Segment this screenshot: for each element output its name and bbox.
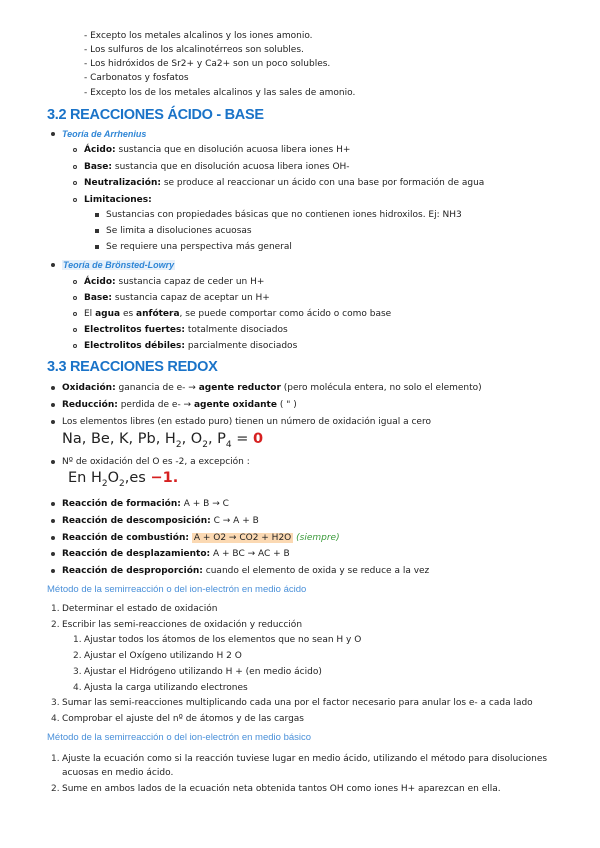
- list-item: Electrolitos fuertes: totalmente disociados: [84, 325, 288, 335]
- list-item: Determinar el estado de oxidación: [62, 604, 218, 614]
- list-item: Los elementos libres (en estado puro) tienen un número de oxidación igual a cero: [62, 417, 431, 427]
- list-item: Nº de oxidación del O es -2, a excepción :: [62, 457, 250, 467]
- section-title: 3.3 REACCIONES REDOX: [47, 359, 218, 375]
- method-title: Método de la semirreacción o del ion-electrón en medio básico: [47, 732, 312, 743]
- list-number: 1.: [51, 604, 60, 614]
- list-item: Ácido: sustancia que en disolución acuosa libera iones H+: [84, 145, 351, 155]
- list-item: Base: sustancia capaz de aceptar un H+: [84, 293, 270, 303]
- list-item: Comprobar el ajuste del nº de átomos y de las cargas: [62, 714, 304, 724]
- list-item: Se limita a disoluciones acuosas: [106, 226, 252, 236]
- circle-bullet-icon: [73, 312, 77, 316]
- list-item: Se requiere una perspectiva más general: [106, 242, 292, 252]
- list-item: Electrolitos débiles: parcialmente disociados: [84, 341, 298, 351]
- circle-bullet-icon: [73, 344, 77, 348]
- bullet-icon: [51, 569, 55, 573]
- bullet-icon: [51, 263, 55, 267]
- list-number: 3.: [73, 667, 82, 677]
- bullet-icon: [51, 386, 55, 390]
- method-title: Método de la semirreacción o del ion-electrón en medio ácido: [47, 584, 307, 595]
- bullet-icon: [51, 132, 55, 136]
- list-item: Reacción de desproporción: cuando el elemento de oxida y se reduce a la vez: [62, 566, 430, 576]
- list-item-continuation: acuosas en medio ácido.: [62, 768, 174, 778]
- square-bullet-icon: [95, 229, 99, 233]
- list-item: Ajusta la carga utilizando electrones: [84, 683, 248, 693]
- circle-bullet-icon: [73, 328, 77, 332]
- bullet-icon: [51, 536, 55, 540]
- theory-title: Teoría de Brönsted-Lowry: [63, 260, 175, 270]
- list-item: Ajustar todos los átomos de los elementos que no sean H y O: [84, 635, 362, 645]
- list-number: 3.: [51, 698, 60, 708]
- bullet-icon: [51, 502, 55, 506]
- bullet-icon: [51, 519, 55, 523]
- list-number: 2.: [73, 651, 82, 661]
- list-item: Reducción: perdida de e- → agente oxidante ( " ): [62, 400, 297, 410]
- list-item: - Los hidróxidos de Sr2+ y Ca2+ son un poco solubles.: [84, 59, 331, 69]
- circle-bullet-icon: [73, 181, 77, 185]
- list-number: 1.: [51, 754, 60, 764]
- circle-bullet-icon: [73, 148, 77, 152]
- list-item: Sume en ambos lados de la ecuación neta obtenida tantos OH como iones H+ aparezcan en ella.: [62, 784, 501, 794]
- list-item: Reacción de desplazamiento: A + BC → AC + B: [62, 549, 290, 559]
- circle-bullet-icon: [73, 296, 77, 300]
- list-item: Ácido: sustancia capaz de ceder un H+: [84, 277, 265, 287]
- square-bullet-icon: [95, 213, 99, 217]
- list-item: Reacción de formación: A + B → C: [62, 499, 229, 509]
- list-item: Reacción de descomposición: C → A + B: [62, 516, 259, 526]
- circle-bullet-icon: [73, 165, 77, 169]
- list-item: Ajustar el Hidrógeno utilizando H + (en medio ácido): [84, 667, 322, 677]
- list-item: Sustancias con propiedades básicas que no contienen iones hidroxilos. Ej: NH3: [106, 210, 462, 220]
- list-item: Ajuste la ecuación como si la reacción tuviese lugar en medio ácido, utilizando el método para disoluciones: [62, 754, 548, 764]
- formula-peroxide: En $H_2O_2,es -1$.: [68, 470, 179, 489]
- bullet-icon: [51, 403, 55, 407]
- section-title: 3.2 REACCIONES ÁCIDO - BASE: [47, 107, 264, 123]
- list-number: 4.: [73, 683, 82, 693]
- list-item: Base: sustancia que en disolución acuosa libera iones OH-: [84, 162, 350, 172]
- list-item: Limitaciones:: [84, 195, 152, 205]
- list-item: Ajustar el Oxígeno utilizando H 2 O: [84, 651, 242, 661]
- circle-bullet-icon: [73, 280, 77, 284]
- list-number: 4.: [51, 714, 60, 724]
- list-item: Sumar las semi-reacciones multiplicando cada una por el factor necesario para anular los e- a cada lado: [62, 698, 533, 708]
- list-number: 2.: [51, 620, 60, 630]
- circle-bullet-icon: [73, 198, 77, 202]
- list-number: 2.: [51, 784, 60, 794]
- bullet-icon: [51, 420, 55, 424]
- list-item: - Excepto los de los metales alcalinos y las sales de amonio.: [84, 88, 356, 98]
- list-item: - Excepto los metales alcalinos y los iones amonio.: [84, 31, 313, 41]
- list-item: Escribir las semi-reacciones de oxidación y reducción: [62, 620, 303, 630]
- list-item: El agua es anfótera, se puede comportar como ácido o como base: [84, 309, 392, 319]
- list-item: Neutralización: se produce al reaccionar un ácido con una base por formación de agua: [84, 178, 485, 188]
- bullet-icon: [51, 552, 55, 556]
- list-item: - Los sulfuros de los alcalinotérreos son solubles.: [84, 45, 304, 55]
- formula-free-elements: Na, Be, K, Pb, $H_2$, $O_2$, $P_4 = 0$: [62, 431, 264, 450]
- list-item: - Carbonatos y fosfatos: [84, 73, 189, 83]
- theory-title: Teoría de Arrhenius: [62, 129, 147, 139]
- square-bullet-icon: [95, 245, 99, 249]
- bullet-icon: [51, 460, 55, 464]
- list-item: Oxidación: ganancia de e- → agente reductor (pero molécula entera, no solo el elemento): [62, 383, 482, 393]
- list-item: Reacción de combustión: A + O2 → CO2 + H2O (siempre): [62, 533, 340, 543]
- list-number: 1.: [73, 635, 82, 645]
